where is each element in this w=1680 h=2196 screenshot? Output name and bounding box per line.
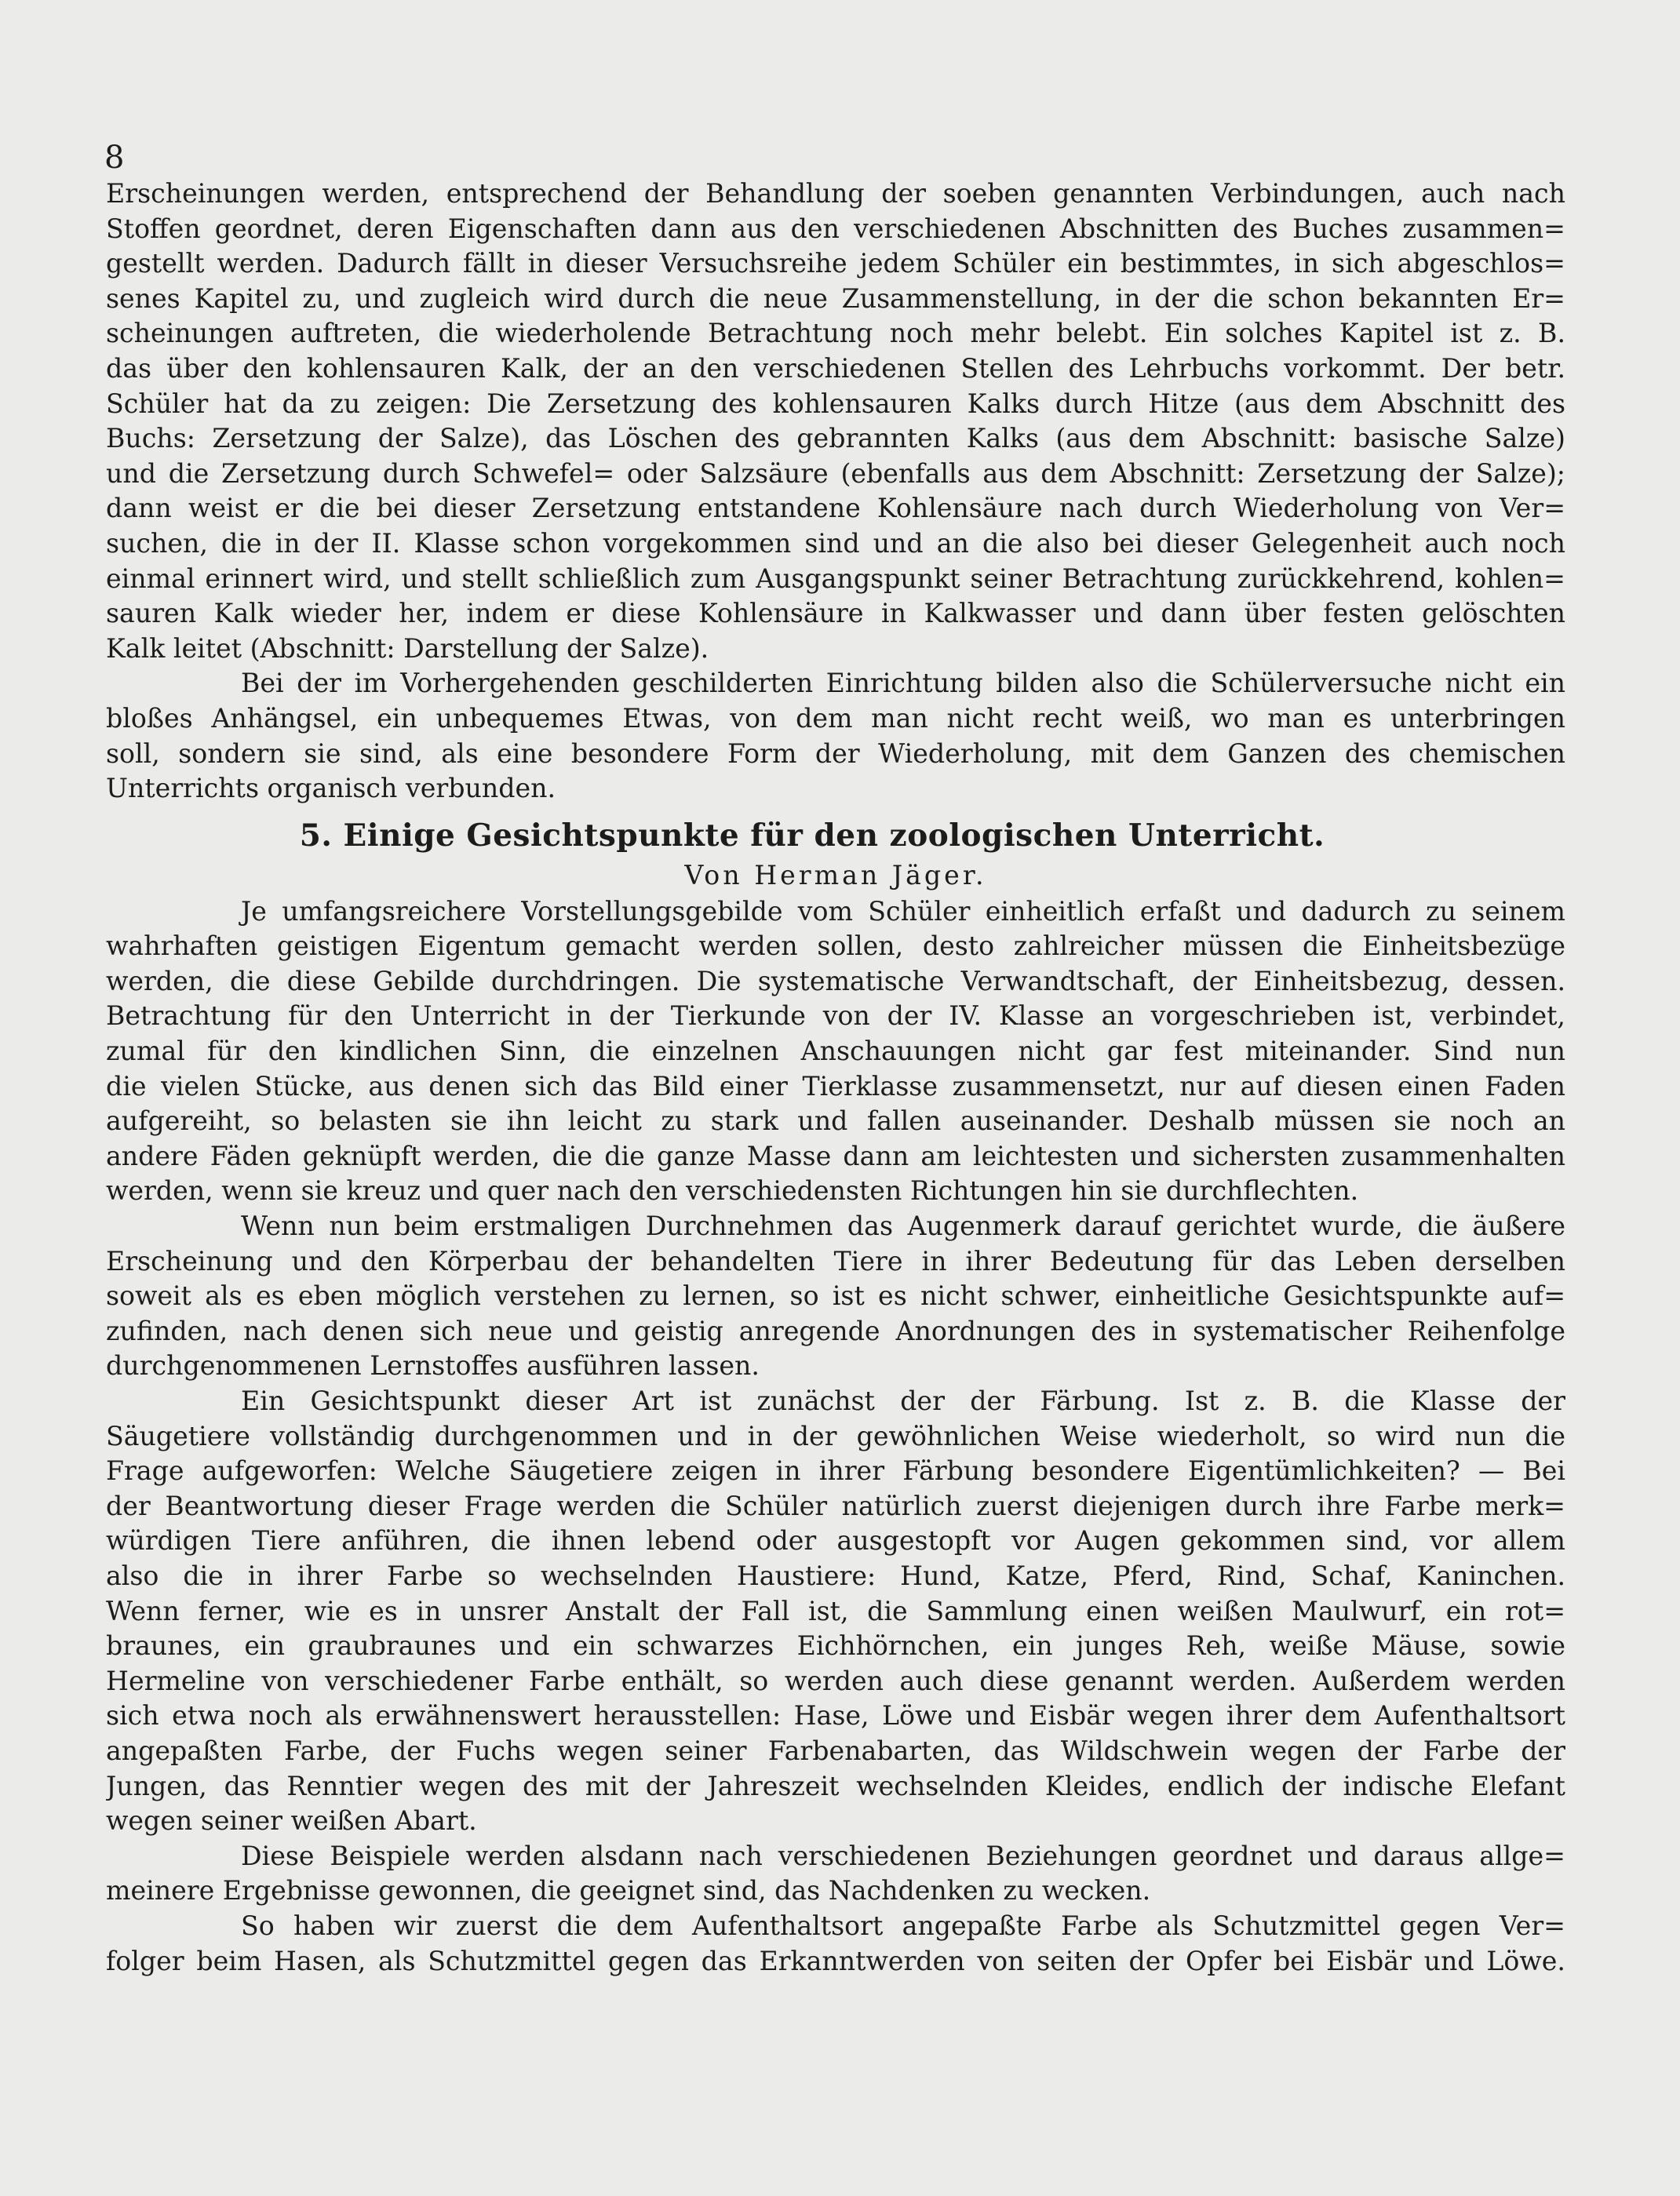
- text-line: das über den kohlensauren Kalk, der an den verschiedenen Stellen des Lehrbuchs vorkommt. Der betr.: [106, 352, 1565, 384]
- text-line: sich etwa noch als erwähnenswert herausstellen: Hase, Löwe und Eisbär wegen ihrer dem Aufenthaltsort: [106, 1700, 1565, 1732]
- text-line: dann weist er die bei dieser Zersetzung entstandene Kohlensäure nach durch Wiederholung von Ver=: [106, 493, 1565, 524]
- text-line: gestellt werden. Dadurch fällt in dieser Versuchsreihe jedem Schüler ein bestimmtes, in sich abgeschlos=: [106, 248, 1565, 279]
- text-line: der Beantwortung dieser Frage werden die Schüler natürlich zuerst diejenigen durch ihre Farbe merk=: [106, 1490, 1565, 1521]
- text-line: also die in ihrer Farbe so wechselnden Haustiere: Hund, Katze, Pferd, Rind, Schaf, Kaninchen.: [106, 1560, 1565, 1591]
- text-line: angepaßten Farbe, der Fuchs wegen seiner Farbenabarten, das Wildschwein wegen der Farbe der: [106, 1735, 1565, 1766]
- text-line: senes Kapitel zu, und zugleich wird durch die neue Zusammenstellung, in der die schon bekannten Er=: [106, 282, 1565, 314]
- text-line: Erscheinungen werden, entsprechend der Behandlung der soeben genannten Verbindungen, auch nach: [106, 178, 1565, 209]
- text-line: bloßes Anhängsel, ein unbequemes Etwas, von dem man nicht recht weiß, wo man es unterbringen: [106, 702, 1565, 734]
- paragraph: [106, 1909, 1565, 1979]
- text-line: Unterrichts organisch verbunden.: [106, 773, 556, 804]
- text-line: Schüler hat da zu zeigen: Die Zersetzung des kohlensauren Kalks durch Hitze (aus dem Abschnitt des: [106, 388, 1565, 419]
- text-line: soweit als es eben möglich verstehen zu lernen, so ist es nicht schwer, einheitliche Gesichtspunkte auf=: [106, 1280, 1565, 1312]
- text-line: folger beim Hasen, als Schutzmittel gegen das Erkanntwerden von seiten der Opfer bei Eisbär und Löwe.: [106, 1945, 1565, 1976]
- text-line: aufgereiht, so belasten sie ihn leicht zu stark und fallen auseinander. Deshalb müssen sie noch an: [106, 1105, 1565, 1137]
- text-line: Bei der im Vorhergehenden geschilderten Einrichtung bilden also die Schülerversuche nicht ein: [241, 668, 1565, 699]
- text-line: wahrhaften geistigen Eigentum gemacht werden sollen, desto zahlreicher müssen die Einheitsbezüge: [106, 930, 1565, 962]
- text-line: Wenn nun beim erstmaligen Durchnehmen das Augenmerk darauf gerichtet wurde, die äußere: [241, 1211, 1565, 1242]
- text-line: würdigen Tiere anführen, die ihnen lebend oder ausgestopft vor Augen gekommen sind, vor allem: [106, 1525, 1565, 1557]
- text-line: meinere Ergebnisse gewonnen, die geeignet sind, das Nachdenken zu wecken.: [106, 1875, 1151, 1906]
- text-line: zumal für den kindlichen Sinn, die einzelnen Anschauungen nicht gar fest miteinander. Sind nun: [106, 1036, 1565, 1067]
- text-line: durchgenommenen Lernstoffes ausführen lassen.: [106, 1350, 760, 1382]
- text-line: Ein Gesichtspunkt dieser Art ist zunächst der der Färbung. Ist z. B. die Klasse der: [241, 1386, 1565, 1416]
- text-line: Je umfangsreichere Vorstellungsgebilde vom Schüler einheitlich erfaßt und dadurch zu seinem: [241, 895, 1565, 927]
- text-line: Betrachtung für den Unterricht in der Tierkunde von der IV. Klasse an vorgeschrieben ist, verbindet,: [106, 1000, 1565, 1032]
- text-line: sauren Kalk wieder her, indem er diese Kohlensäure in Kalkwasser und dann über festen gelöschten: [106, 598, 1565, 629]
- page-number: 8: [104, 140, 125, 176]
- text-line: Stoffen geordnet, deren Eigenschaften dann aus den verschiedenen Abschnitten des Buches zusammen=: [106, 213, 1565, 244]
- paragraph: [106, 1839, 1565, 1909]
- text-line: die vielen Stücke, aus denen sich das Bild einer Tierklasse zusammensetzt, nur auf diesen einen Faden: [106, 1070, 1565, 1102]
- paragraph: [106, 1209, 1565, 1384]
- text-line: werden, die diese Gebilde durchdringen. Die systematische Verwandtschaft, der Einheitsbezug, dessen.: [106, 965, 1565, 996]
- text-body: [106, 177, 1565, 1979]
- paragraph: [106, 894, 1565, 1209]
- text-line: Säugetiere vollständig durchgenommen und in der gewöhnlichen Weise wiederholt, so wird nun die: [106, 1420, 1565, 1451]
- author-byline: Von Herman Jäger.: [684, 859, 987, 890]
- text-line: einmal erinnert wird, und stellt schließlich zum Ausgangspunkt seiner Betrachtung zurückkehrend, kohlen=: [106, 563, 1565, 594]
- text-line: zufinden, nach denen sich neue und geistig anregende Anordnungen des in systematischer Reihenfolge: [106, 1315, 1565, 1346]
- text-line: So haben wir zuerst die dem Aufenthaltsort angepaßte Farbe als Schutzmittel gegen Ver=: [241, 1910, 1565, 1941]
- paragraph: [106, 177, 1565, 666]
- text-line: braunes, ein graubraunes und ein schwarzes Eichhörnchen, ein junges Reh, weiße Mäuse, sowie: [106, 1630, 1565, 1662]
- text-line: suchen, die in der II. Klasse schon vorgekommen sind und an die also bei dieser Gelegenheit auch noch: [106, 527, 1565, 559]
- text-line: Hermeline von verschiedener Farbe enthält, so werden auch diese genannt werden. Außerdem werden: [106, 1665, 1565, 1696]
- text-line: werden, wenn sie kreuz und quer nach den verschiedensten Richtungen hin sie durchflechten.: [106, 1175, 1359, 1207]
- text-line: Jungen, das Renntier wegen des mit der Jahreszeit wechselnden Kleides, endlich der indische Elefant: [106, 1770, 1565, 1801]
- text-line: Buchs: Zersetzung der Salze), das Löschen des gebrannten Kalks (aus dem Abschnitt: basische Salze): [106, 423, 1565, 454]
- text-line: scheinungen auftreten, die wiederholende Betrachtung noch mehr belebt. Ein solches Kapitel ist z. B.: [106, 318, 1565, 349]
- text-line: Frage aufgeworfen: Welche Säugetiere zeigen in ihrer Färbung besondere Eigentümlichkeiten? — Bei: [106, 1455, 1565, 1487]
- text-line: soll, sondern sie sind, als eine besondere Form der Wiederholung, mit dem Ganzen des chemischen: [106, 737, 1565, 769]
- text-line: andere Fäden geknüpft werden, die die ganze Masse dann am leichtesten und sichersten zusammenhalten: [106, 1140, 1565, 1171]
- text-line: Diese Beispiele werden alsdann nach verschiedenen Beziehungen geordnet und daraus allge=: [241, 1840, 1565, 1871]
- text-line: Wenn ferner, wie es in unsrer Anstalt der Fall ist, die Sammlung einen weißen Maulwurf, ein rot=: [106, 1595, 1565, 1626]
- text-line: Erscheinung und den Körperbau der behandelten Tiere in ihrer Bedeutung für das Leben derselben: [106, 1245, 1565, 1276]
- section-heading: 5. Einige Gesichtspunkte für den zoologischen Unterricht.: [299, 817, 1325, 854]
- text-line: wegen seiner weißen Abart.: [106, 1805, 477, 1837]
- text-line: und die Zersetzung durch Schwefel= oder Salzsäure (ebenfalls aus dem Abschnitt: Zersetzung der Salze);: [106, 457, 1565, 489]
- paragraph: [106, 666, 1565, 806]
- paragraph: [106, 1384, 1565, 1839]
- text-line: Kalk leitet (Abschnitt: Darstellung der Salze).: [106, 632, 709, 664]
